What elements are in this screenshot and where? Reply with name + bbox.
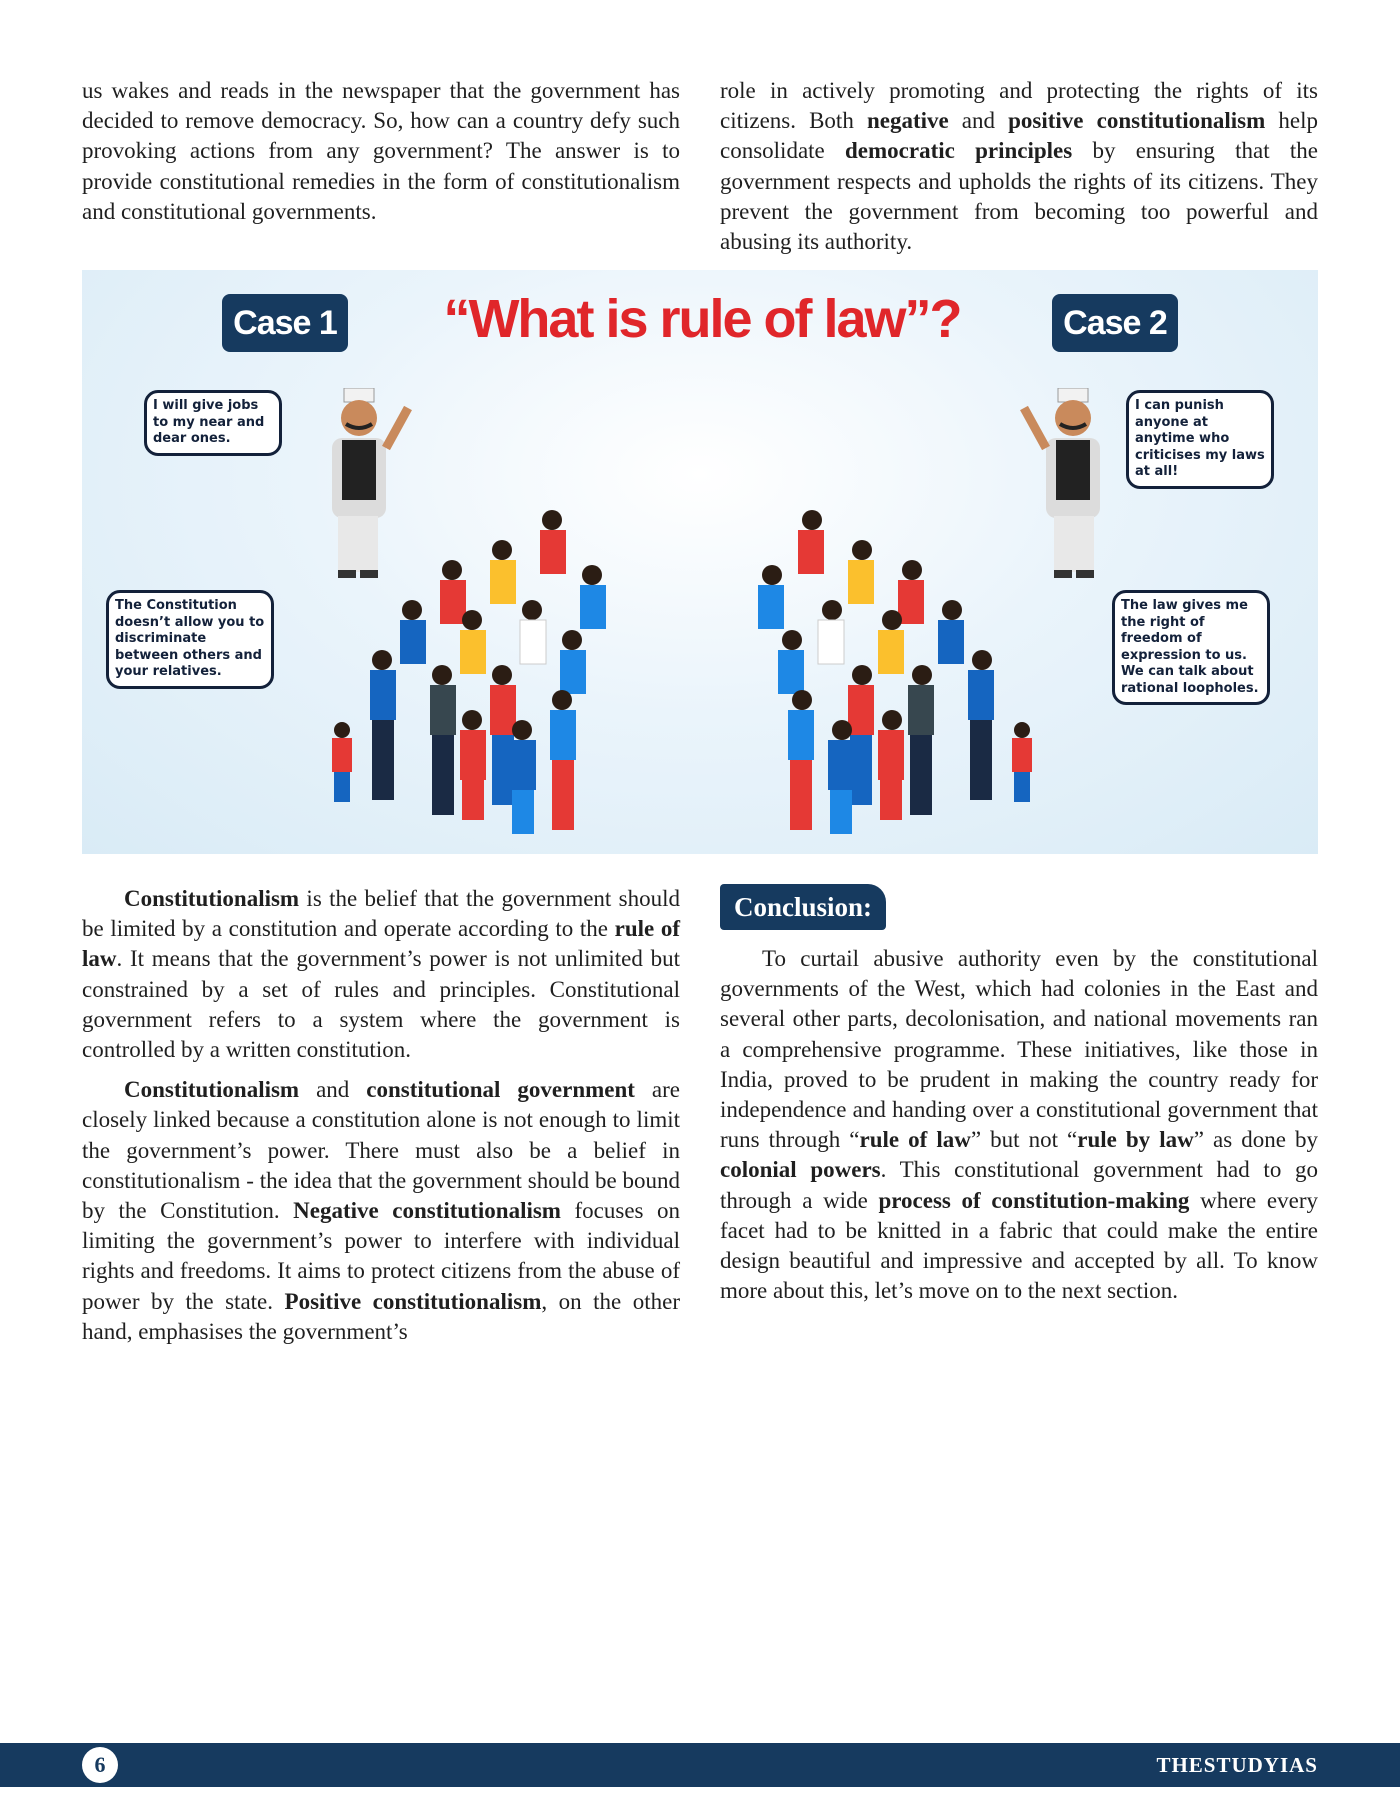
bold-term: colonial powers — [720, 1157, 881, 1183]
speech-bubble-case1-crowd: The Constitution doesn’t allow you to discriminate between others and your relatives. — [106, 590, 274, 689]
brand-name: THESTUDYIAS — [1156, 1753, 1318, 1777]
bold-term: rule by law — [1077, 1127, 1194, 1153]
figure-title: “What is rule of law”? — [443, 289, 961, 349]
case-2-badge: Case 2 — [1052, 294, 1178, 352]
bottom-left-column — [82, 884, 680, 1347]
bold-term: rule of law — [859, 1127, 971, 1153]
bold-term: Positive constitutionalism — [284, 1288, 542, 1314]
bold-term: Negative constitutionalism — [293, 1198, 561, 1224]
bold-term: constitutional government — [366, 1077, 635, 1103]
text-run: role in actively promoting and protecting the rights of its citizens. Both — [720, 78, 1318, 134]
text-run: help consolidate — [720, 108, 1318, 164]
paragraph — [720, 944, 1318, 1306]
bold-term: negative — [866, 108, 949, 134]
text-run: ” as done by — [1193, 1127, 1318, 1153]
text-run: is the belief that the government should be limited by a constitution and operate according to the — [82, 886, 680, 942]
top-right-column — [720, 76, 1318, 257]
text-run: To curtail abusive authority even by the constitutional governments of the West, which had colonies in the East and several other parts, decolonisation, and national movements ran a comprehensive programme. These initiatives, like those in India, proved to be prudent in making the country ready for independence and handing over a constitutional government that runs through “ — [720, 946, 1318, 1153]
text-run: and — [299, 1077, 367, 1103]
page-footer — [0, 1743, 1400, 1787]
conclusion-heading: Conclusion: — [720, 884, 886, 930]
text-run: where every facet had to be knitted in a fabric that could make the entire design beautiful and impressive and accepted by all. To know more about this, let’s move on to the next section. — [720, 1187, 1319, 1304]
top-left-column — [82, 76, 680, 227]
text-run: and — [948, 108, 1009, 134]
bold-term: Constitutionalism — [124, 1077, 300, 1103]
text-run: are closely linked because a constitution alone is not enough to limit the government’s power. There must also be a belief in constitutionalism - the idea that the government should be bound by the Constitution. — [82, 1077, 680, 1224]
crowd-right-icon — [682, 500, 1042, 840]
paragraph — [82, 884, 680, 1065]
bold-term: Constitutionalism — [124, 886, 300, 911]
paragraph: us wakes and reads in the newspaper that the government has decided to remove democracy. So, how can a country defy such provoking actions from any government? The answer is to provide constitutional remedies in the form of constitutionalism and constitutional governments. — [82, 78, 680, 224]
text-run: focuses on limiting the government’s power to interfere with individual rights and freedoms. It aims to protect citizens from the abuse of power by the state. — [82, 1198, 680, 1314]
text-run: . It means that the government’s power is not unlimited but constrained by a set of rules and principles. Constitutional government refers to a system where the government is controlled by a written constitution. — [82, 946, 680, 1063]
text-run: . This constitutional government had to go through a wide — [720, 1157, 1318, 1213]
rule-of-law-illustration — [82, 270, 1318, 854]
paragraph — [720, 76, 1318, 257]
speech-bubble-case2-crowd: The law gives me the right of freedom of expression to us. We can talk about rational loopholes. — [1112, 590, 1270, 705]
bold-term: positive constitutionalism — [1008, 108, 1266, 134]
speech-bubble-case2-politician: I can punish anyone at anytime who criticises my laws at all! — [1126, 390, 1274, 489]
bold-term: process of constitution-making — [878, 1187, 1190, 1213]
bold-term: democratic principles — [845, 138, 1073, 164]
conclusion-column — [720, 944, 1318, 1306]
case-1-badge: Case 1 — [222, 294, 348, 352]
text-run: by ensuring that the government respects and upholds the rights of its citizens. They prevent the government from becoming too powerful and abusing its authority. — [720, 138, 1318, 255]
speech-bubble-case1-politician: I will give jobs to my near and dear ones. — [144, 390, 282, 456]
crowd-left-icon — [322, 500, 682, 840]
page-number: 6 — [82, 1747, 118, 1783]
text-run: ” but not “ — [970, 1127, 1078, 1153]
bold-term: rule of law — [82, 916, 681, 972]
text-run: , on the other hand, emphasises the government’s — [82, 1288, 680, 1344]
paragraph — [82, 1075, 680, 1347]
